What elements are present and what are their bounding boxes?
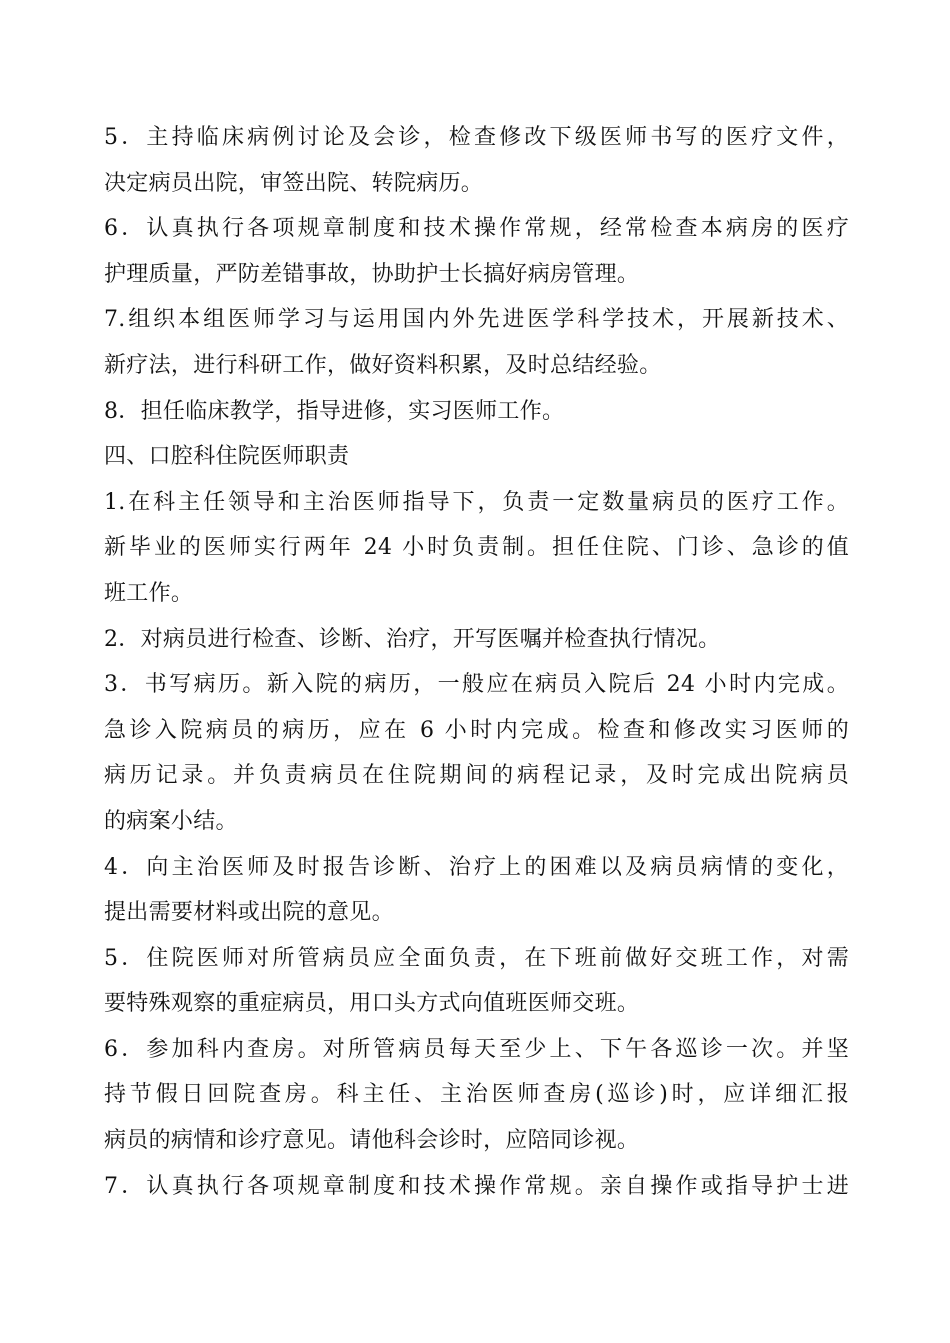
text-line: 8．担任临床教学，指导进修，实习医师工作。	[104, 398, 565, 424]
text-line: 7．认真执行各项规章制度和技术操作常规。亲自操作或指导护士进	[104, 1173, 849, 1199]
text-line: 决定病员出院，审签出院、转院病历。	[104, 170, 484, 196]
text-line: 急诊入院病员的病历，应在 6 小时内完成。检查和修改实习医师的	[104, 717, 849, 743]
text-line: 持节假日回院查房。科主任、主治医师查房(巡诊)时，应详细汇报	[104, 1082, 849, 1108]
text-line: 2．对病员进行检查、诊断、治疗，开写医嘱并检查执行情况。	[104, 626, 721, 652]
text-line: 1.在科主任领导和主治医师指导下，负责一定数量病员的医疗工作。	[104, 489, 849, 515]
text-line: 新毕业的医师实行两年 24 小时负责制。担任住院、门诊、急诊的值	[104, 535, 849, 561]
text-line: 病员的病情和诊疗意见。请他科会诊时，应陪同诊视。	[104, 1128, 640, 1154]
text-line: 要特殊观察的重症病员，用口头方式向值班医师交班。	[104, 991, 640, 1017]
text-line: 5．住院医师对所管病员应全面负责，在下班前做好交班工作，对需	[104, 945, 849, 971]
text-line: 护理质量，严防差错事故，协助护士长搞好病房管理。	[104, 261, 640, 287]
section-heading: 四、口腔科住院医师职责	[104, 444, 350, 470]
text-line: 4．向主治医师及时报告诊断、治疗上的困难以及病员病情的变化，	[104, 854, 849, 880]
text-line: 6．参加科内查房。对所管病员每天至少上、下午各巡诊一次。并坚	[104, 1036, 849, 1062]
text-line: 班工作。	[104, 580, 194, 606]
text-line: 病历记录。并负责病员在住院期间的病程记录，及时完成出院病员	[104, 763, 849, 789]
text-line: 6．认真执行各项规章制度和技术操作常规，经常检查本病房的医疗	[104, 216, 849, 242]
text-line: 新疗法，进行科研工作，做好资料积累，及时总结经验。	[104, 352, 662, 378]
text-line: 7.组织本组医师学习与运用国内外先进医学科学技术，开展新技术、	[104, 307, 849, 333]
text-line: 5．主持临床病例讨论及会诊，检查修改下级医师书写的医疗文件，	[104, 125, 849, 150]
text-line: 3．书写病历。新入院的病历，一般应在病员入院后 24 小时内完成。	[104, 672, 849, 698]
text-line: 提出需要材料或出院的意见。	[104, 900, 394, 926]
text-line: 的病案小结。	[104, 808, 238, 834]
document-body	[104, 115, 849, 1209]
